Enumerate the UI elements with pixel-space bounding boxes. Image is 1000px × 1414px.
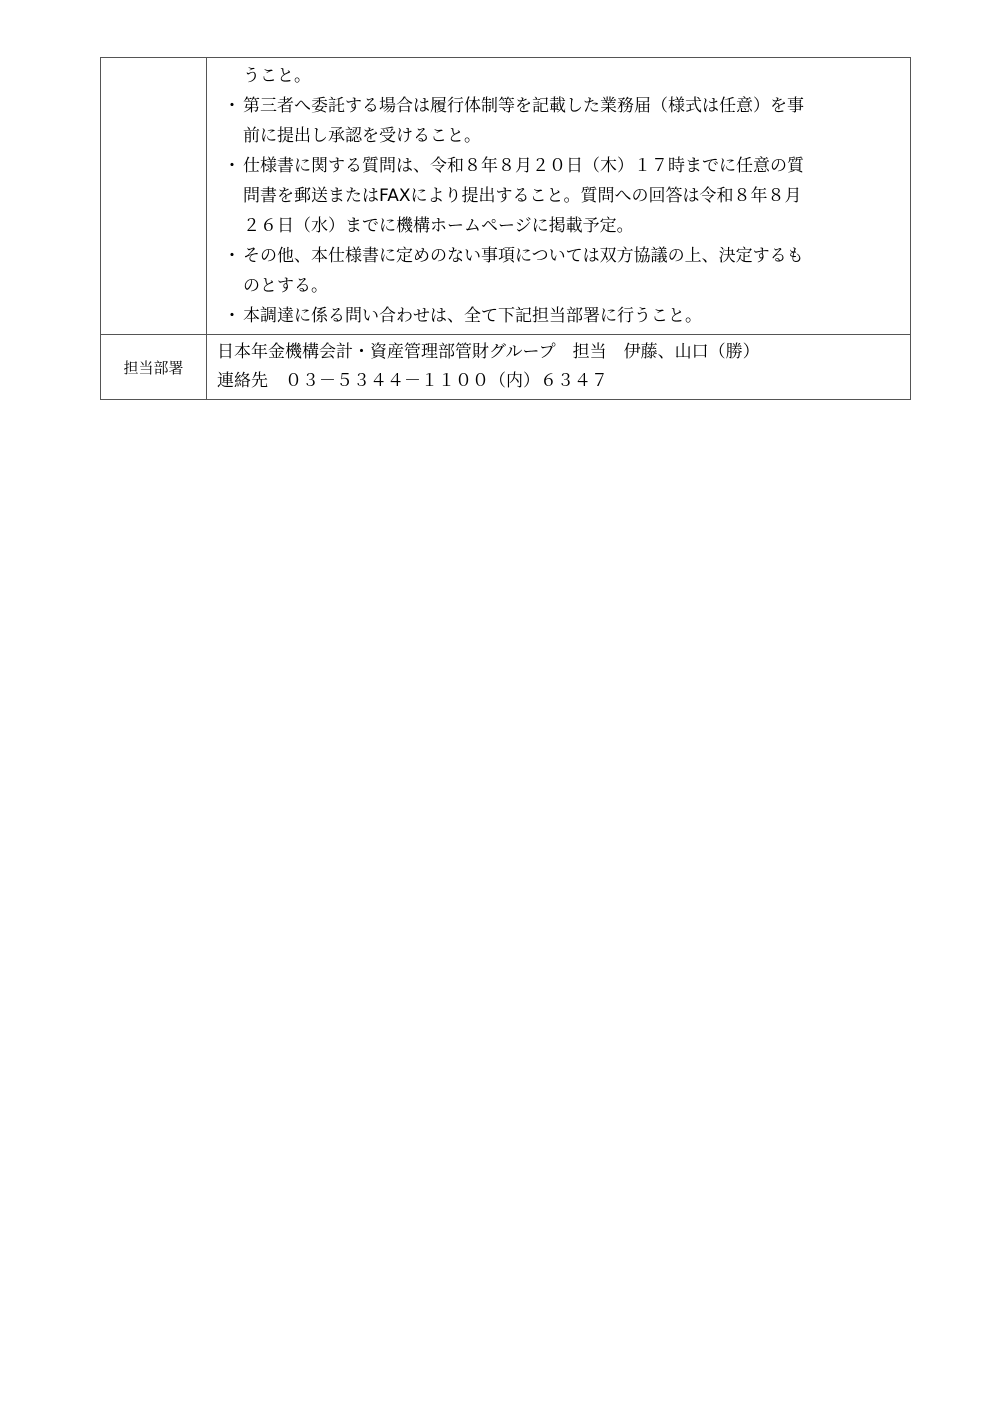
note-text: 第三者へ委託する場合は履行体制等を記載した業務届（様式は任意）を事 [243, 96, 804, 116]
bullet-mark: ・ [223, 156, 241, 176]
bullet-mark: ・ [223, 96, 241, 116]
note-item-3-line-1 [221, 241, 902, 271]
notes-row [101, 58, 911, 335]
notes-label-cell [101, 58, 207, 335]
contact-department: 日本年金機構会計・資産管理部管財グループ 担当 伊藤、山口（勝） [217, 342, 760, 362]
contact-phone: 連絡先 ０３－５３４４－１１００（内）６３４７ [217, 371, 608, 391]
contact-label: 担当部署 [101, 335, 207, 400]
note-item-4-line-1 [221, 301, 902, 331]
note-continuation: うこと。 [243, 66, 311, 86]
note-text: 本調達に係る問い合わせは、全て下記担当部署に行うこと。 [243, 306, 702, 326]
note-item-1-line-2: 前に提出し承認を受けること。 [243, 126, 481, 146]
note-item-2-line-2: 問書を郵送またはFAXにより提出すること。質問への回答は令和８年８月 [243, 186, 802, 206]
note-item-3-line-2: のとする。 [243, 276, 328, 296]
note-item-2-line-1 [221, 151, 902, 181]
contact-row [101, 335, 911, 400]
note-item-1-line-1 [221, 91, 902, 121]
note-text: 仕様書に関する質問は、令和８年８月２０日（木）１７時までに任意の質 [243, 156, 804, 176]
bullet-mark: ・ [223, 306, 241, 326]
spec-table [100, 57, 911, 400]
note-item-2-line-3: ２６日（水）までに機構ホームページに掲載予定。 [243, 216, 634, 236]
contact-cell [207, 335, 911, 400]
note-text: その他、本仕様書に定めのない事項については双方協議の上、決定するも [243, 246, 804, 266]
notes-cell [207, 58, 911, 335]
bullet-mark: ・ [223, 246, 241, 266]
